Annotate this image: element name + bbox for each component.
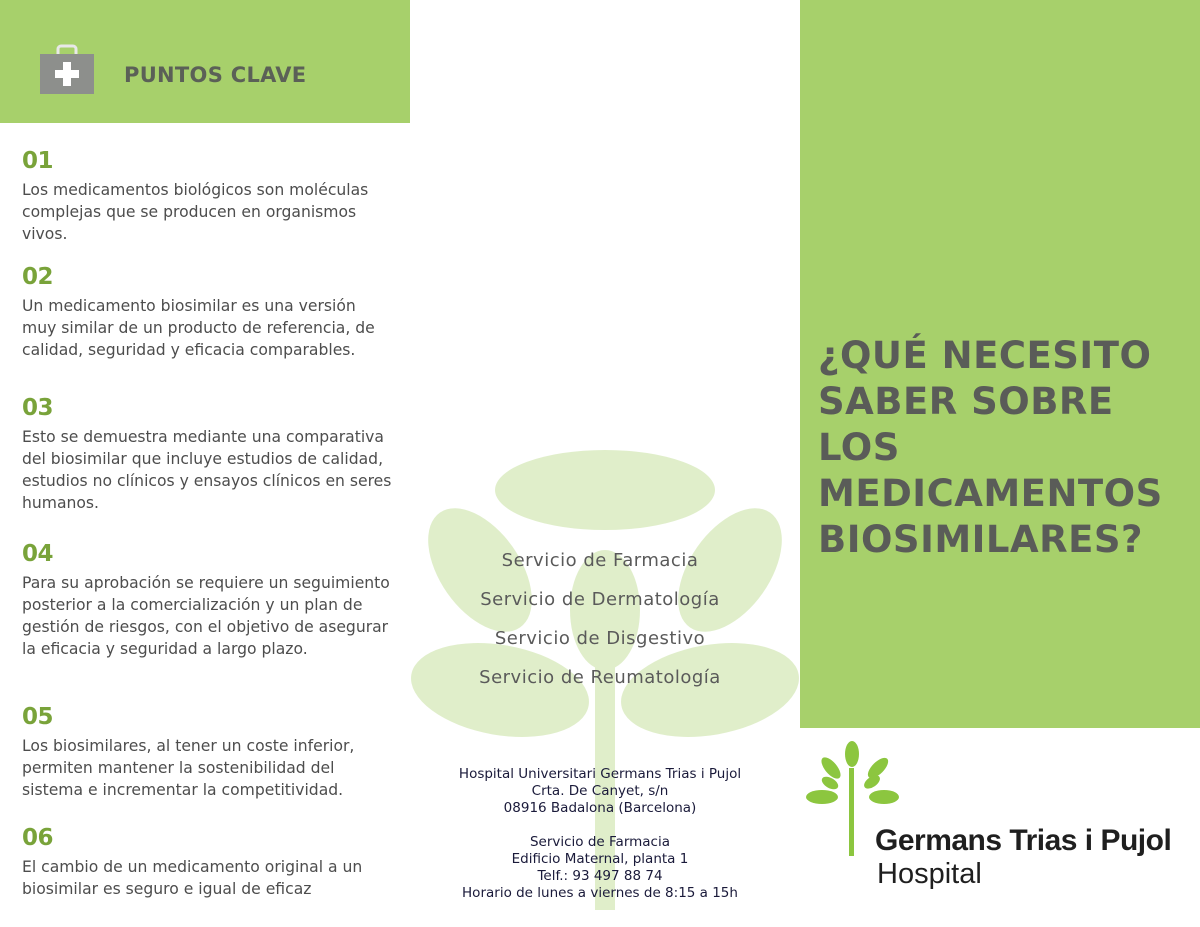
service-item: Servicio de Reumatología bbox=[479, 667, 721, 688]
point-number: 06 bbox=[22, 825, 54, 851]
service-item: Servicio de Dermatología bbox=[480, 589, 720, 610]
point-text: El cambio de un medicamento original a un biosimilar es seguro e igual de eficaz bbox=[22, 858, 363, 898]
opening-hours: Horario de lunes a viernes de 8:15 a 15h bbox=[462, 885, 738, 901]
cover-title: ¿QUÉ NECESITO SABER SOBRE LOS MEDICAMENTOS BIOSIMILARES? bbox=[818, 334, 1163, 561]
key-point-3 bbox=[22, 395, 392, 514]
first-aid-kit-icon bbox=[40, 44, 94, 94]
point-number: 02 bbox=[22, 264, 54, 290]
point-text: Para su aprobación se requiere un seguimiento posterior a la comercialización y un plan de gestión de riesgos, con el objetivo de asegurar la eficacia y seguridad a largo plazo. bbox=[22, 574, 390, 658]
point-number: 01 bbox=[22, 148, 54, 174]
point-text: Los medicamentos biológicos son moléculas complejas que se producen en organismos vivos. bbox=[22, 181, 369, 243]
service-item: Servicio de Disgestivo bbox=[494, 628, 706, 649]
street-address: Crta. De Canyet, s/n bbox=[531, 783, 669, 799]
point-text: Los biosimilares, al tener un coste inferior, permiten mantener la sostenibilidad del sistema e incrementar la competitividad. bbox=[22, 737, 355, 799]
contact-block bbox=[410, 766, 790, 902]
section-title: PUNTOS CLAVE bbox=[124, 63, 307, 87]
service-item: Servicio de Farmacia bbox=[501, 550, 699, 571]
key-point-1 bbox=[22, 148, 392, 245]
logo-name: Germans Trias i Pujol bbox=[875, 824, 1172, 857]
key-point-4 bbox=[22, 541, 392, 660]
phone-number: Telf.: 93 497 88 74 bbox=[537, 868, 663, 884]
key-point-5 bbox=[22, 704, 392, 801]
hospital-name: Hospital Universitari Germans Trias i Pujol bbox=[458, 766, 742, 782]
point-number: 05 bbox=[22, 704, 54, 730]
point-text: Un medicamento biosimilar es una versión muy similar de un producto de referencia, de calidad, seguridad y eficacia comparables. bbox=[22, 297, 375, 359]
key-point-2 bbox=[22, 264, 392, 361]
spacer bbox=[410, 817, 790, 834]
city-address: 08916 Badalona (Barcelona) bbox=[503, 800, 697, 816]
point-number: 03 bbox=[22, 395, 54, 421]
point-text: Esto se demuestra mediante una comparativa del biosimilar que incluye estudios de calidad, estudios no clínicos y ensayos clínicos en seres humanos. bbox=[22, 428, 392, 512]
point-number: 04 bbox=[22, 541, 54, 567]
left-header-band bbox=[0, 0, 410, 123]
logo-subtitle: Hospital bbox=[877, 858, 982, 890]
contact-service: Servicio de Farmacia bbox=[529, 834, 671, 850]
services-list bbox=[410, 541, 790, 697]
building-location: Edificio Maternal, planta 1 bbox=[511, 851, 689, 867]
key-point-6 bbox=[22, 825, 392, 900]
